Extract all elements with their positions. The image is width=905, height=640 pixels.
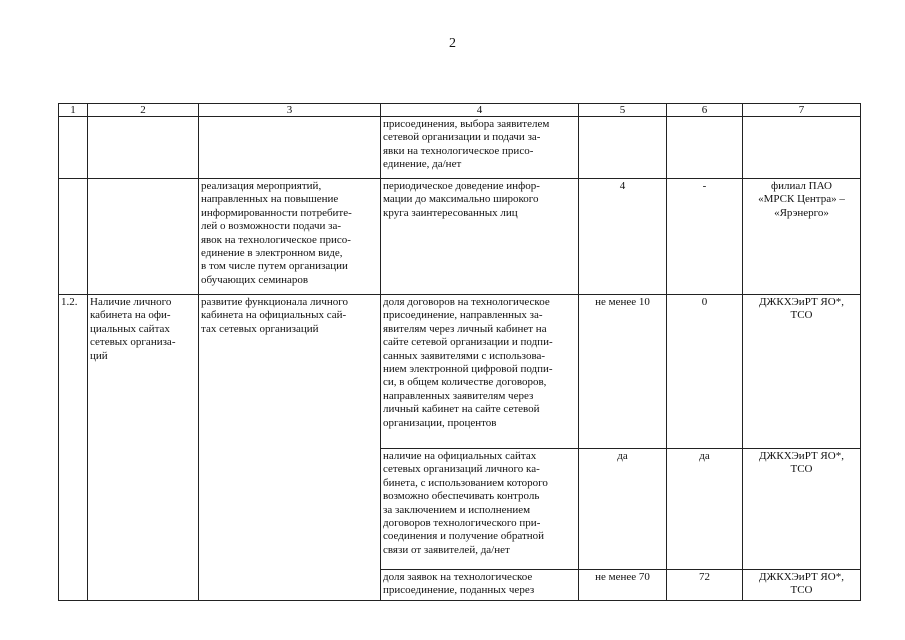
cell-target	[579, 117, 667, 179]
cell-actual: да	[667, 449, 743, 570]
header-col-6: 6	[667, 104, 743, 117]
header-col-5: 5	[579, 104, 667, 117]
cell-responsible: ДЖКХЭиРТ ЯО*, ТСО	[743, 570, 861, 601]
cell-actual: 0	[667, 295, 743, 449]
cell-indicator: доля договоров на технологическое присоединение, направленных за- явителям через личный кабинет на сайте сетевой организации и подпи- санных заявителями с использова- нием электронной цифровой подпи- си, в общем количестве договоров, направленных заявителям через личный кабинет на сайте сетевой организации, процентов	[381, 295, 579, 449]
header-row	[59, 104, 861, 117]
cell-indicator: присоединения, выбора заявителем сетевой организации и подачи за- явки на технологическое присо- единение, да/нет	[381, 117, 579, 179]
cell-responsible: филиал ПАО «МРСК Центра» – «Ярэнерго»	[743, 179, 861, 295]
cell-responsible	[743, 117, 861, 179]
cell-target: да	[579, 449, 667, 570]
cell-goal: Наличие личного кабинета на офи- циальных сайтах сетевых организа- ций	[88, 295, 199, 601]
cell-actual: -	[667, 179, 743, 295]
header-col-3: 3	[199, 104, 381, 117]
table-row	[59, 117, 861, 179]
cell-target: не менее 10	[579, 295, 667, 449]
cell-goal	[88, 179, 199, 295]
cell-actual	[667, 117, 743, 179]
cell-target: не менее 70	[579, 570, 667, 601]
cell-target: 4	[579, 179, 667, 295]
header-col-1: 1	[59, 104, 88, 117]
cell-measure: развитие функционала личного кабинета на официальных сай- тах сетевых организаций	[199, 295, 381, 601]
cell-measure	[199, 117, 381, 179]
cell-goal	[88, 117, 199, 179]
measures-table	[58, 103, 861, 601]
page-number: 2	[449, 36, 456, 51]
cell-actual: 72	[667, 570, 743, 601]
header-col-2: 2	[88, 104, 199, 117]
header-col-4: 4	[381, 104, 579, 117]
cell-indicator: наличие на официальных сайтах сетевых организаций личного ка- бинета, с использованием которого возможно обеспечивать контроль за заключением и исполнением договоров технологического при- соединения и получение обратной связи от заявителей, да/нет	[381, 449, 579, 570]
table-row	[59, 295, 861, 449]
cell-indicator: периодическое доведение инфор- мации до максимально широкого круга заинтересованных лиц	[381, 179, 579, 295]
cell-measure: реализация мероприятий, направленных на повышение информированности потребите- лей о возможности подачи за- явок на технологическое присо- единение в электронном виде, в том числе путем организации обучающих семинаров	[199, 179, 381, 295]
cell-number	[59, 179, 88, 295]
cell-number	[59, 117, 88, 179]
cell-number: 1.2.	[59, 295, 88, 601]
cell-indicator: доля заявок на технологическое присоединение, поданных через	[381, 570, 579, 601]
table-row	[59, 179, 861, 295]
cell-responsible: ДЖКХЭиРТ ЯО*, ТСО	[743, 295, 861, 449]
cell-responsible: ДЖКХЭиРТ ЯО*, ТСО	[743, 449, 861, 570]
header-col-7: 7	[743, 104, 861, 117]
